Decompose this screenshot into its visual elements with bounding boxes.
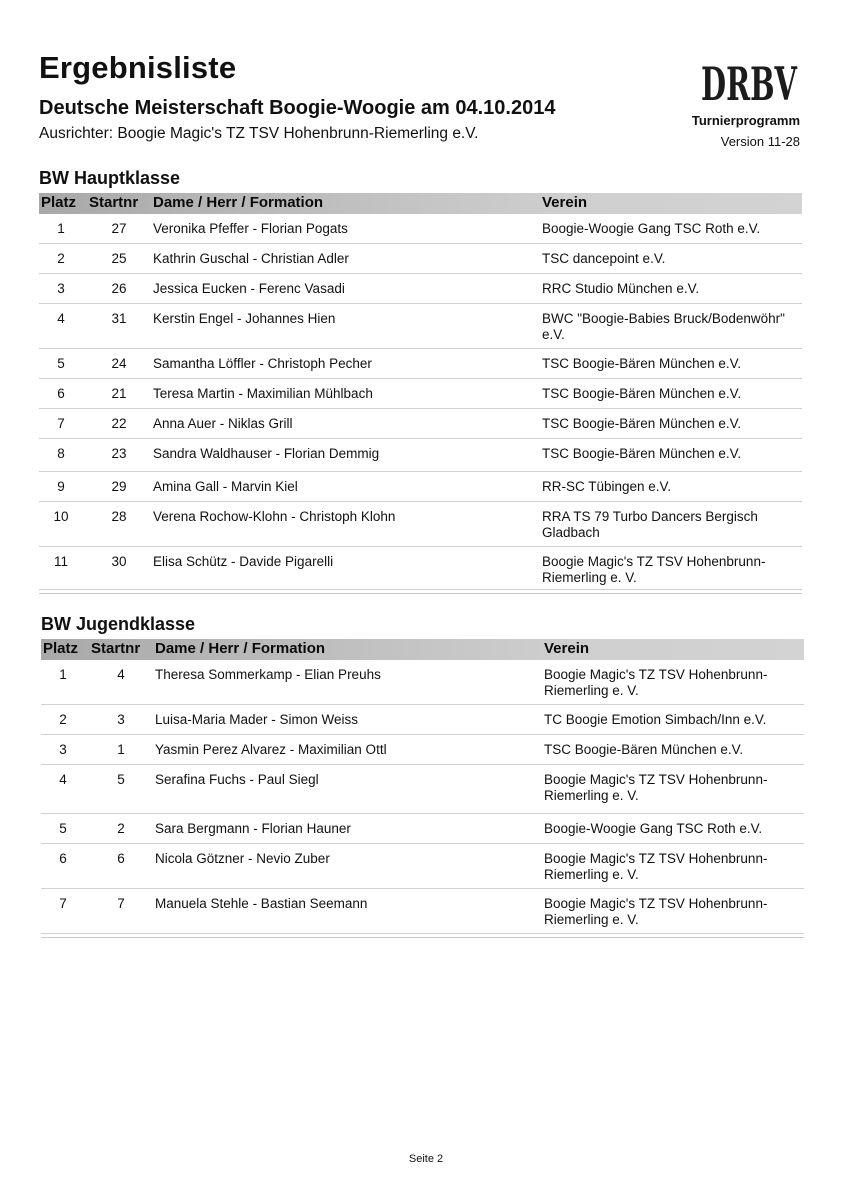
table-row [41,735,804,765]
startnr-cell: 28 [111,509,127,524]
verein-cell: BWC "Boogie-Babies Bruck/Bodenwöhr" e.V. [542,311,785,342]
pair-name-cell: Yasmin Perez Alvarez - Maximilian Ottl [155,742,387,757]
table-row [39,244,802,274]
table-row [39,349,802,379]
table-row [41,889,804,934]
table-header [39,193,802,214]
table-end-line [41,936,804,938]
platz-cell: 11 [53,554,68,569]
startnr-cell: 23 [111,446,127,461]
col-startnr: Startnr [91,640,141,657]
table-row [39,304,802,349]
verein-cell: TSC Boogie-Bären München e.V. [542,356,742,371]
verein-cell: TSC Boogie-Bären München e.V. [544,742,744,757]
startnr-cell: 25 [111,251,127,266]
startnr-cell: 31 [111,311,127,326]
pair-name-cell: Verena Rochow-Klohn - Christoph Klohn [153,509,396,524]
pair-name-cell: Amina Gall - Marvin Kiel [153,479,298,494]
platz-cell: 5 [59,821,67,836]
drbv-logo [700,44,798,112]
table-body [41,660,804,934]
verein-cell: TSC Boogie-Bären München e.V. [542,416,742,431]
startnr-cell: 21 [111,386,127,401]
platz-cell: 2 [59,712,67,727]
pair-name-cell: Sara Bergmann - Florian Hauner [155,821,351,836]
verein-cell: RRA TS 79 Turbo Dancers Bergisch Gladbach [542,509,758,540]
platz-cell: 1 [59,667,67,682]
startnr-cell: 6 [117,851,125,866]
page-subtitle: Deutsche Meisterschaft Boogie-Woogie am 04.10.2014 [39,97,556,119]
startnr-cell: 22 [111,416,127,431]
pair-name-cell: Sandra Waldhauser - Florian Demmig [153,446,380,461]
table-row [41,660,804,705]
startnr-cell: 7 [117,896,125,911]
startnr-cell: 29 [111,479,127,494]
platz-cell: 9 [57,479,65,494]
verein-cell: RRC Studio München e.V. [542,281,700,296]
pair-name-cell: Theresa Sommerkamp - Elian Preuhs [155,667,381,682]
startnr-cell: 30 [111,554,127,569]
startnr-cell: 1 [117,742,125,757]
pair-name-cell: Kathrin Guschal - Christian Adler [153,251,349,266]
verein-cell: TC Boogie Emotion Simbach/Inn e.V. [544,712,767,727]
verein-cell: Boogie-Woogie Gang TSC Roth e.V. [542,221,761,236]
organizer-line: Ausrichter: Boogie Magic's TZ TSV Hohenbrunn-Riemerling e.V. [39,125,479,142]
table-row [41,844,804,889]
logo-caption: Turnierprogramm [691,113,800,128]
table-row [41,765,804,814]
startnr-cell: 2 [117,821,125,836]
platz-cell: 5 [57,356,65,371]
pair-name-cell: Manuela Stehle - Bastian Seemann [155,896,368,911]
table-body [39,214,802,590]
col-dame-herr: Dame / Herr / Formation [155,640,326,657]
section-title: BW Jugendklasse [41,614,196,634]
verein-cell: Boogie Magic's TZ TSV Hohenbrunn-Riemerling e. V. [544,896,768,927]
verein-cell: TSC Boogie-Bären München e.V. [542,446,742,461]
platz-cell: 4 [57,311,65,326]
platz-cell: 2 [57,251,65,266]
startnr-cell: 5 [117,772,125,787]
section-jugendklasse [41,614,804,938]
startnr-cell: 24 [111,356,127,371]
pair-name-cell: Kerstin Engel - Johannes Hien [153,311,336,326]
col-verein: Verein [544,640,590,657]
col-platz: Platz [43,640,79,657]
pair-name-cell: Jessica Eucken - Ferenc Vasadi [153,281,345,296]
verein-cell: Boogie Magic's TZ TSV Hohenbrunn-Riemerling e. V. [542,554,766,585]
table-row [39,502,802,547]
verein-cell: TSC dancepoint e.V. [542,251,666,266]
col-verein: Verein [542,194,588,211]
table-row [39,409,802,439]
verein-cell: TSC Boogie-Bären München e.V. [542,386,742,401]
page-number: Seite 2 [408,1153,444,1165]
verein-cell: Boogie Magic's TZ TSV Hohenbrunn-Riemerling e. V. [544,851,768,882]
platz-cell: 3 [57,281,65,296]
platz-cell: 4 [59,772,67,787]
col-dame-herr: Dame / Herr / Formation [153,194,324,211]
pair-name-cell: Luisa-Maria Mader - Simon Weiss [155,712,359,727]
startnr-cell: 4 [117,667,125,682]
table-row [39,547,802,590]
pair-name-cell: Veronika Pfeffer - Florian Pogats [153,221,348,236]
pair-name-cell: Anna Auer - Niklas Grill [153,416,293,431]
verein-cell: Boogie-Woogie Gang TSC Roth e.V. [544,821,763,836]
platz-cell: 7 [59,896,67,911]
pair-name-cell: Elisa Schütz - Davide Pigarelli [153,554,334,569]
verein-cell: Boogie Magic's TZ TSV Hohenbrunn-Riemerling e. V. [544,667,768,698]
platz-cell: 10 [53,509,69,524]
table-row [39,274,802,304]
table-row [41,705,804,735]
startnr-cell: 27 [111,221,127,236]
platz-cell: 8 [57,446,65,461]
table-row [41,814,804,844]
platz-cell: 7 [57,416,65,431]
platz-cell: 3 [59,742,67,757]
table-row [39,439,802,472]
col-startnr: Startnr [89,194,139,211]
startnr-cell: 3 [117,712,125,727]
platz-cell: 1 [57,221,65,236]
verein-cell: Boogie Magic's TZ TSV Hohenbrunn-Riemerling e. V. [544,772,768,803]
table-header [41,639,804,660]
pair-name-cell: Samantha Löffler - Christoph Pecher [153,356,372,371]
table-end-line [39,592,802,594]
version-label: Version 11-28 [720,134,800,149]
logo-text: DRBV [701,57,798,111]
startnr-cell: 26 [111,281,127,296]
table-row [39,379,802,409]
table-row [39,472,802,502]
pair-name-cell: Serafina Fuchs - Paul Siegl [155,772,319,787]
section-hauptklasse [39,168,802,594]
page-title: Ergebnisliste [39,50,237,85]
pair-name-cell: Teresa Martin - Maximilian Mühlbach [153,386,373,401]
platz-cell: 6 [57,386,65,401]
col-platz: Platz [41,194,77,211]
platz-cell: 6 [59,851,67,866]
table-row [39,214,802,244]
verein-cell: RR-SC Tübingen e.V. [542,479,672,494]
pair-name-cell: Nicola Götzner - Nevio Zuber [155,851,330,866]
section-title: BW Hauptklasse [39,168,181,188]
